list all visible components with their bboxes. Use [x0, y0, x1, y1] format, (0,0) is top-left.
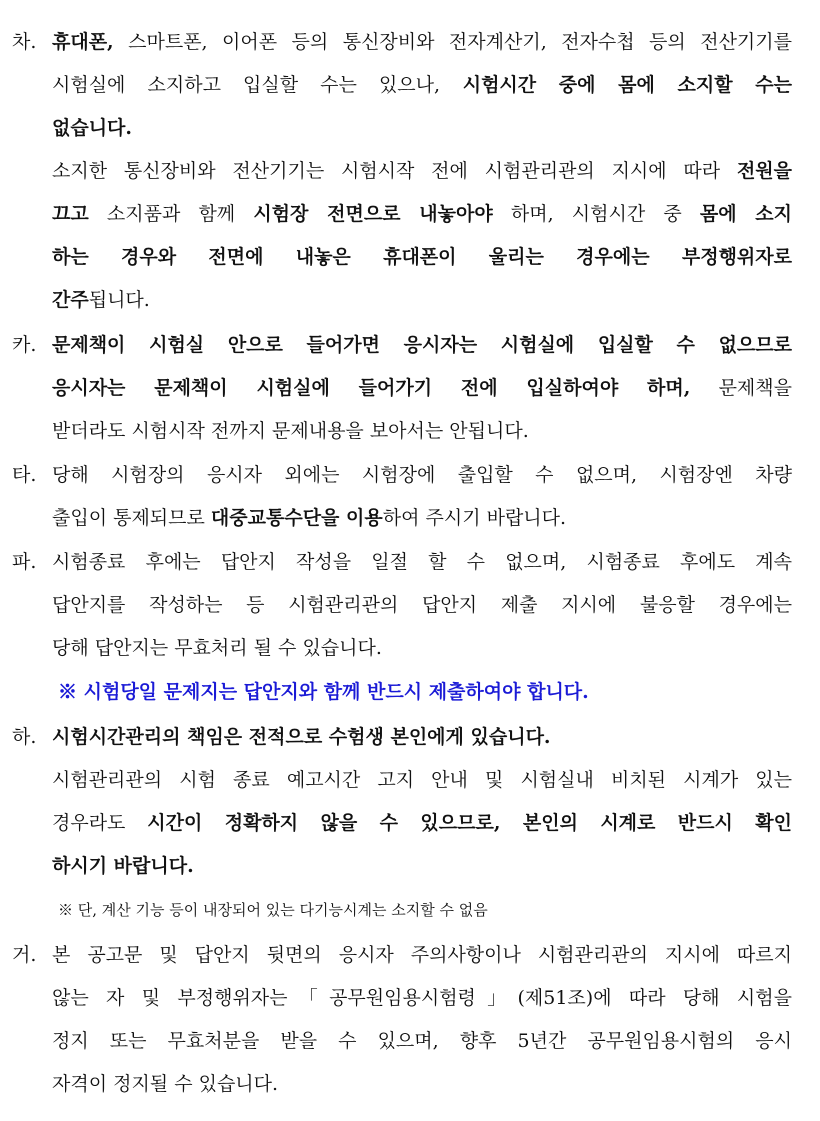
text-line: 하시기 바랍니다. — [52, 855, 194, 877]
text-line: 시험종료 후에는 답안지 작성을 일절 할 수 없으며, 시험종료 후에도 계속 — [52, 551, 792, 573]
text-line: 시험실에 소지하고 입실할 수는 있으나, 시험시간 중에 몸에 소지할 수는 — [52, 74, 792, 96]
text-line: 문제책이 시험실 안으로 들어가면 응시자는 시험실에 입실할 수 없으므로 — [52, 334, 792, 356]
important-note: ※ 시험당일 문제지는 답안지와 함께 반드시 제출하여야 합니다. — [58, 681, 589, 703]
text-line: 휴대폰, 스마트폰, 이어폰 등의 통신장비와 전자계산기, 전자수첩 등의 전산기기를 — [52, 31, 792, 53]
text-line: 답안지를 작성하는 등 시험관리관의 답안지 제출 지시에 불응할 경우에는 — [52, 594, 792, 616]
text-line: 당해 답안지는 무효처리 될 수 있습니다. — [52, 637, 382, 659]
item-marker: 카. — [12, 334, 37, 356]
text-line: 응시자는 문제책이 시험실에 들어가기 전에 입실하여야 하며, 문제책을 — [52, 377, 792, 399]
text-line: 정지 또는 무효처분을 받을 수 있으며, 향후 5년간 공무원임용시험의 응시 — [52, 1030, 792, 1052]
text-line: 당해 시험장의 응시자 외에는 시험장에 출입할 수 없으며, 시험장엔 차량 — [52, 464, 792, 486]
text-line: 시험시간관리의 책임은 전적으로 수험생 본인에게 있습니다. — [52, 726, 551, 748]
text-line: 끄고 소지품과 함께 시험장 전면으로 내놓아야 하며, 시험시간 중 몸에 소지 — [52, 203, 793, 225]
item-marker: 차. — [12, 31, 37, 53]
item-marker: 파. — [12, 551, 37, 573]
text-line: 자격이 정지될 수 있습니다. — [52, 1073, 279, 1095]
text-line: 경우라도 시간이 정확하지 않을 수 있으므로, 본인의 시계로 반드시 확인 — [52, 812, 792, 834]
text-line: 없습니다. — [52, 117, 133, 139]
text-line: 받더라도 시험시작 전까지 문제내용을 보아서는 안됩니다. — [52, 420, 529, 442]
item-marker: 하. — [12, 726, 37, 748]
text-line: 소지한 통신장비와 전산기기는 시험시작 전에 시험관리관의 지시에 따라 전원을 — [52, 160, 792, 182]
text-line: 본 공고문 및 답안지 뒷면의 응시자 주의사항이나 시험관리관의 지시에 따르지 — [52, 944, 792, 966]
item-marker: 거. — [12, 944, 37, 966]
text-line: 출입이 통제되므로 대중교통수단을 이용하여 주시기 바랍니다. — [52, 507, 567, 529]
text-line: 하는 경우와 전면에 내놓은 휴대폰이 울리는 경우에는 부정행위자로 — [52, 246, 792, 268]
text-line: 않는 자 및 부정행위자는「공무원임용시험령」(제51조)에 따라 당해 시험을 — [52, 987, 792, 1009]
item-marker: 타. — [12, 464, 37, 486]
small-note: ※ 단, 계산 기능 등이 내장되어 있는 다기능시계는 소지할 수 없음 — [58, 901, 488, 919]
text-line: 시험관리관의 시험 종료 예고시간 고지 안내 및 시험실내 비치된 시계가 있는 — [52, 769, 792, 791]
text-line: 간주됩니다. — [52, 289, 150, 311]
